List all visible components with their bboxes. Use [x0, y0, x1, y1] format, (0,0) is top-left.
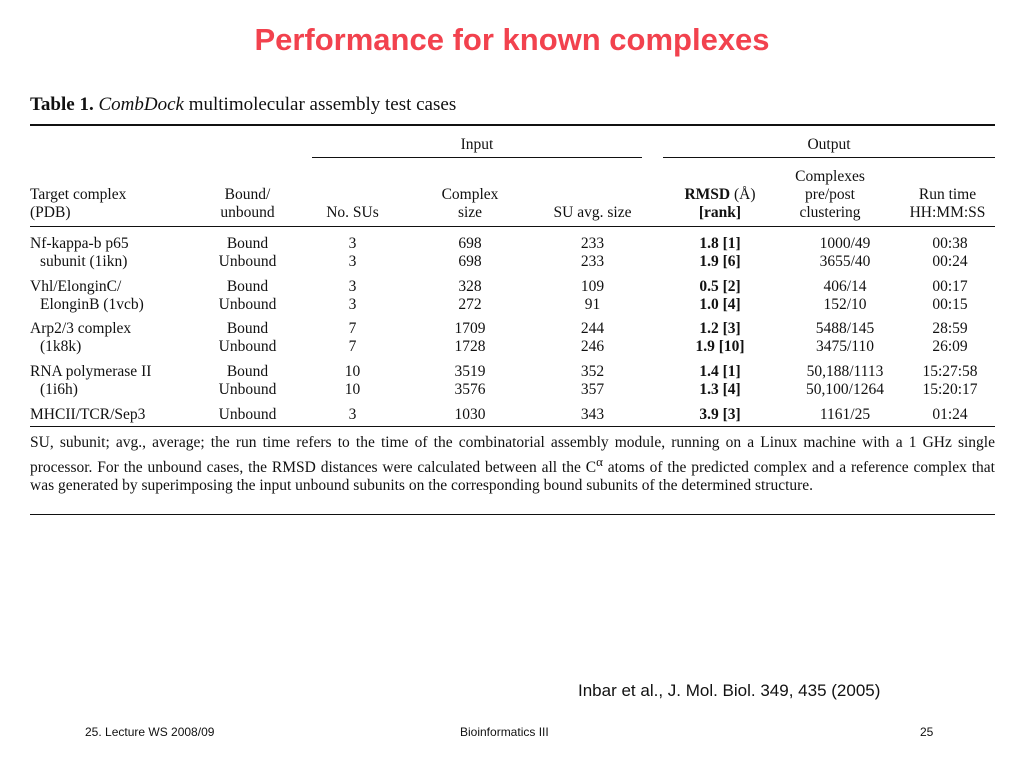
suavg-cell: 109	[580, 277, 605, 295]
rmsd-cell: 1.0 [4]	[699, 295, 741, 313]
alpha-superscript: α	[596, 453, 603, 469]
runtime-cell: 15:20:17	[922, 380, 978, 398]
complexes-cell: 1000/49	[819, 235, 871, 253]
nsu-cell: 10	[344, 362, 361, 380]
results-table	[30, 232, 995, 428]
suavg-cell: 343	[580, 406, 605, 423]
footer-course: Bioinformatics III	[460, 725, 549, 739]
size-cell: 328	[458, 277, 482, 295]
page-number: 25	[920, 725, 934, 739]
size-cell: 3519	[454, 362, 486, 380]
output-group-header: Output	[807, 136, 851, 153]
complexes-cell: 406/14	[823, 277, 867, 295]
suavg-cell: 246	[580, 338, 605, 356]
suavg-cell: 91	[584, 295, 601, 313]
col-header-complexes: Complexes pre/post clustering	[795, 168, 865, 221]
nsu-cell: 3	[348, 235, 357, 253]
table-caption	[30, 94, 456, 116]
rmsd-cell: 1.8 [1]	[699, 235, 741, 253]
col-header-suavg: SU avg. size	[553, 204, 632, 221]
runtime-cell: 00:15	[932, 295, 968, 313]
rmsd-cell: 1.9 [10]	[695, 338, 745, 356]
table-row	[30, 232, 995, 275]
complexes-cell: 3475/110	[816, 338, 874, 356]
size-cell: 1709	[454, 320, 486, 338]
runtime-cell: 00:24	[932, 253, 968, 271]
col-header-bound: Bound/ unbound	[220, 186, 275, 221]
nsu-cell: 3	[348, 406, 357, 423]
rmsd-cell: 1.3 [4]	[699, 380, 741, 398]
size-cell: 272	[458, 295, 482, 313]
rmsd-cell: 1.4 [1]	[699, 362, 741, 380]
bound-cell: Unbound	[218, 295, 277, 313]
header-bottom-rule	[30, 226, 995, 227]
target-line-2: ElonginB (1vcb)	[40, 295, 144, 313]
col-header-nsu: No. SUs	[326, 204, 379, 221]
suavg-cell: 357	[580, 380, 605, 398]
input-group-rule	[312, 157, 642, 158]
rmsd-cell: 3.9 [3]	[699, 406, 741, 423]
size-cell: 3576	[454, 380, 486, 398]
size-cell: 1030	[454, 406, 486, 423]
runtime-cell: 00:17	[932, 277, 968, 295]
citation: Inbar et al., J. Mol. Biol. 349, 435 (2005)	[578, 681, 881, 700]
bound-cell: Bound	[226, 362, 269, 380]
nsu-cell: 3	[348, 295, 357, 313]
col-header-size: Complex size	[441, 186, 499, 221]
complexes-cell: 50,188/1113	[806, 362, 884, 380]
rmsd-cell: 0.5 [2]	[699, 277, 741, 295]
complexes-cell: 5488/145	[815, 320, 875, 338]
target-line-2: (1k8k)	[40, 338, 82, 356]
size-cell: 698	[458, 253, 482, 271]
footnote-bottom-rule	[30, 514, 995, 515]
bound-cell: Unbound	[218, 406, 277, 423]
table-caption-text: multimolecular assembly test cases	[188, 94, 457, 115]
target-line-1: Arp2/3 complex	[30, 320, 132, 338]
target-line-1: Nf-kappa-b p65	[30, 235, 129, 253]
rmsd-cell: 1.9 [6]	[699, 253, 741, 271]
rmsd-cell: 1.2 [3]	[699, 320, 741, 338]
col-header-target: Target complex (PDB)	[30, 186, 127, 221]
suavg-cell: 244	[580, 320, 605, 338]
nsu-cell: 7	[348, 338, 357, 356]
col-header-runtime: Run time HH:MM:SS	[909, 186, 986, 221]
target-line-2: (1i6h)	[40, 380, 78, 398]
input-group-header: Input	[460, 136, 494, 153]
bound-cell: Unbound	[218, 380, 277, 398]
runtime-cell: 28:59	[932, 320, 968, 338]
suavg-cell: 233	[580, 253, 605, 271]
suavg-cell: 233	[580, 235, 605, 253]
slide-title: Performance for known complexes	[254, 22, 770, 57]
target-line-1: RNA polymerase II	[30, 362, 152, 380]
target-line-1: MHCII/TCR/Sep3	[30, 406, 146, 423]
suavg-cell: 352	[580, 362, 605, 380]
bound-cell: Unbound	[218, 338, 277, 356]
bound-cell: Bound	[226, 320, 269, 338]
table-row	[30, 317, 995, 360]
nsu-cell: 3	[348, 277, 357, 295]
table-caption-tool: CombDock	[98, 94, 184, 115]
nsu-cell: 10	[344, 380, 361, 398]
runtime-cell: 01:24	[932, 406, 968, 423]
table-row	[30, 360, 995, 403]
nsu-cell: 3	[348, 253, 357, 271]
complexes-cell: 1161/25	[819, 406, 871, 423]
runtime-cell: 00:38	[932, 235, 968, 253]
bound-cell: Unbound	[218, 253, 277, 271]
table-row	[30, 402, 995, 428]
target-line-1: Vhl/ElonginC/	[30, 277, 122, 295]
size-cell: 698	[458, 235, 482, 253]
table-footnote: SU, subunit; avg., average; the run time refers to the time of the combinatorial assembly module, running on a Linux machine with a 1 GHz single processor. For the unbound cases, the RMSD distances were calculated between all the $C^\alpha$ atoms of the predicted complex and a reference complex that was generated by superimposing the input unbound subunits on the corresponding bound subunits of the determined structure.	[30, 434, 995, 495]
complexes-cell: 50,100/1264	[806, 380, 884, 398]
runtime-cell: 15:27:58	[922, 362, 978, 380]
table-bottom-rule	[30, 426, 995, 427]
target-line-2: subunit (1ikn)	[40, 253, 128, 271]
footer-lecture: 25. Lecture WS 2008/09	[85, 725, 215, 739]
runtime-cell: 26:09	[932, 338, 968, 356]
table-caption-label: Table 1.	[30, 94, 94, 115]
size-cell: 1728	[454, 338, 486, 356]
table-top-rule	[30, 124, 995, 126]
complexes-cell: 152/10	[823, 295, 867, 313]
complexes-cell: 3655/40	[819, 253, 871, 271]
output-group-rule	[663, 157, 995, 158]
bound-cell: Bound	[226, 277, 269, 295]
nsu-cell: 7	[348, 320, 357, 338]
col-header-rmsd: RMSD (Å) [rank]	[684, 186, 756, 221]
table-row	[30, 275, 995, 318]
bound-cell: Bound	[226, 235, 269, 253]
